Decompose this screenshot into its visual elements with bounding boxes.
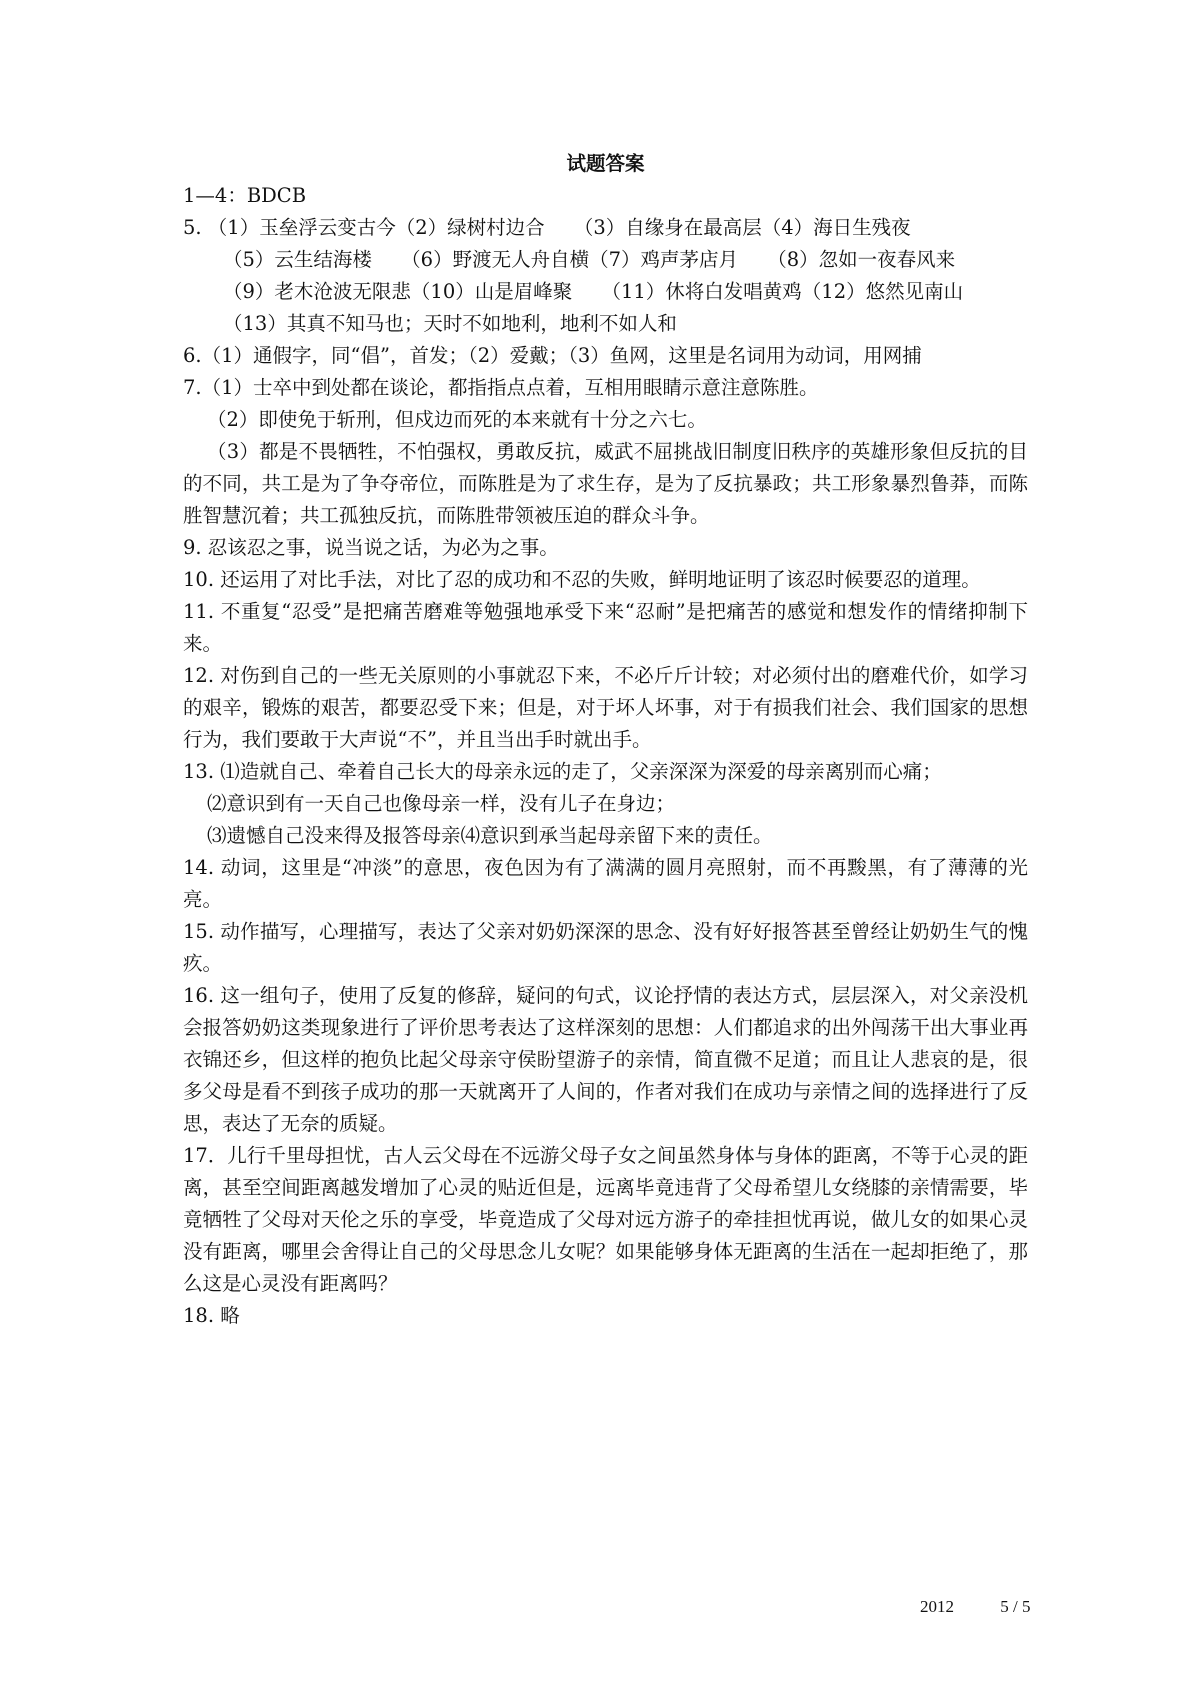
answer-17: 17．儿行千里母担忧，古人云父母在不远游父母子女之间虽然身体与身体的距离，不等于心灵的距离，甚至空间距离越发增加了心灵的贴近但是，远离毕竟违背了父母希望儿女绕膝的亲情需要，毕竟牺牲了父母对天伦之乐的享受，毕竟造成了父母对远方游子的牵挂担忧再说，做儿女的如果心灵没有距离，哪里会舍得让自己的父母思念儿女呢？如果能够身体无距离的生活在一起却拒绝了，那么这是心灵没有距离吗？ bbox=[183, 1144, 1028, 1295]
answer-7-2: （2）即使免于斩刑，但戍边而死的本来就有十分之六七。 bbox=[207, 408, 707, 431]
answer-12: 12. 对伤到自己的一些无关原则的小事就忍下来，不必斤斤计较；对必须付出的磨难代价，如学习的艰辛，锻炼的艰苦，都要忍受下来；但是，对于坏人坏事，对于有损我们社会、我们国家的思想行为，我们要敢于大声说“不”，并且当出手时就出手。 bbox=[183, 664, 1028, 751]
answer-16: 16. 这一组句子，使用了反复的修辞，疑问的句式，议论抒情的表达方式，层层深入，对父亲没机会报答奶奶这类现象进行了评价思考表达了这样深刻的思想：人们都追求的出外闯荡干出大事业再衣锦还乡，但这样的抱负比起父母亲守侯盼望游子的亲情，简直微不足道；而且让人悲哀的是，很多父母是看不到孩子成功的那一天就离开了人间的，作者对我们在成功与亲情之间的选择进行了反思，表达了无奈的质疑。 bbox=[183, 984, 1028, 1135]
document-body bbox=[183, 148, 1028, 1332]
answer-1-4: 1—4：BDCB bbox=[183, 184, 307, 207]
answer-9: 9. 忍该忍之事，说当说之话，为必为之事。 bbox=[183, 536, 559, 559]
answer-5-row-1: 5. （1）玉垒浮云变古今（2）绿树村边合 （3）自缘身在最高层（4）海日生残夜 bbox=[183, 216, 911, 239]
answer-13-2: ⑵意识到有一天自己也像母亲一样，没有儿子在身边； bbox=[207, 792, 676, 815]
answer-5-row-2: （5）云生结海楼 （6）野渡无人舟自横（7）鸡声茅店月 （8）忽如一夜春风来 bbox=[223, 248, 956, 271]
answer-7-3: （3）都是不畏牺牲，不怕强权，勇敢反抗，威武不屈挑战旧制度旧秩序的英雄形象但反抗的目的不同，共工是为了争夺帝位，而陈胜是为了求生存，是为了反抗暴政；共工形象暴烈鲁莽，而陈胜智慧沉着；共工孤独反抗，而陈胜带领被压迫的群众斗争。 bbox=[183, 440, 1028, 527]
answer-18: 18. 略 bbox=[183, 1304, 240, 1327]
footer-year: 2012 bbox=[920, 1597, 954, 1616]
answer-11: 11. 不重复“忍受”是把痛苦磨难等勉强地承受下来“忍耐”是把痛苦的感觉和想发作的情绪抑制下来。 bbox=[183, 600, 1028, 655]
page-number: 5 / 5 bbox=[1000, 1597, 1031, 1616]
answer-15: 15. 动作描写，心理描写，表达了父亲对奶奶深深的思念、没有好好报答甚至曾经让奶奶生气的愧疚。 bbox=[183, 920, 1028, 975]
page-footer bbox=[920, 1597, 1030, 1617]
answer-7-1: 7.（1）士卒中到处都在谈论，都指指点点着，互相用眼睛示意注意陈胜。 bbox=[183, 376, 819, 399]
page-title: 试题答案 bbox=[566, 152, 645, 175]
answer-5-row-3: （9）老木沧波无限悲（10）山是眉峰聚 （11）休将白发唱黄鸡（12）悠然见南山 bbox=[223, 280, 964, 303]
answer-10: 10. 还运用了对比手法，对比了忍的成功和不忍的失败，鲜明地证明了该忍时候要忍的道理。 bbox=[183, 568, 981, 591]
answer-6: 6.（1）通假字，同“倡”，首发；（2）爱戴；（3）鱼网，这里是名词用为动词，用网捕 bbox=[183, 344, 922, 367]
answer-5-row-4: （13）其真不知马也；天时不如地利，地利不如人和 bbox=[223, 312, 677, 335]
answer-13-1: 13. ⑴造就自己、牵着自己长大的母亲永远的走了，父亲深深为深爱的母亲离别而心痛； bbox=[183, 760, 942, 783]
answer-14: 14. 动词，这里是“冲淡”的意思，夜色因为有了满满的圆月亮照射，而不再黢黑，有了薄薄的光亮。 bbox=[183, 856, 1028, 911]
answer-13-3: ⑶遗憾自己没来得及报答母亲⑷意识到承当起母亲留下来的责任。 bbox=[207, 824, 773, 847]
